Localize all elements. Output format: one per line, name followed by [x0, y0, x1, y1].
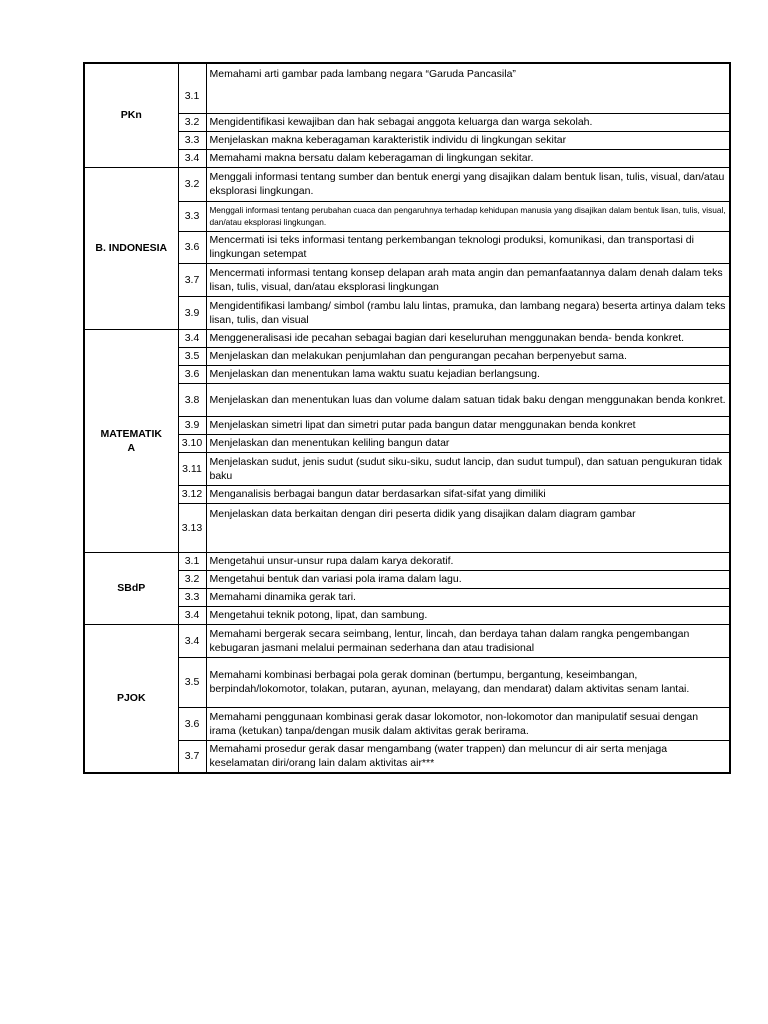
kd-description: Menjelaskan data berkaitan dengan diri peserta didik yang disajikan dalam diagram gambar	[206, 503, 730, 552]
kd-number: 3.2	[178, 570, 206, 588]
table-row	[84, 383, 730, 416]
table-row	[84, 606, 730, 624]
kd-description: Menjelaskan dan menentukan luas dan volume dalam satuan tidak baku dengan menggunakan benda konkret.	[206, 383, 730, 416]
table-row	[84, 167, 730, 201]
table-row	[84, 347, 730, 365]
kd-description: Menggali informasi tentang sumber dan bentuk energi yang disajikan dalam bentuk lisan, tulis, visual, dan/atau eksplorasi lingkungan.	[206, 167, 730, 201]
kd-description: Menganalisis berbagai bangun datar berdasarkan sifat-sifat yang dimiliki	[206, 485, 730, 503]
table-row	[84, 416, 730, 434]
table-row	[84, 149, 730, 167]
kd-description: Memahami arti gambar pada lambang negara “Garuda Pancasila”	[206, 63, 730, 113]
kd-number: 3.3	[178, 131, 206, 149]
kd-description: Mengidentifikasi kewajiban dan hak sebagai anggota keluarga dan warga sekolah.	[206, 113, 730, 131]
subject-cell	[84, 63, 178, 167]
table-row	[84, 707, 730, 740]
subject-cell	[84, 329, 178, 552]
kd-description: Memahami bergerak secara seimbang, lentur, lincah, dan berdaya tahan dalam rangka pengembangan kebugaran jasmani melalui permainan sederhana dan atau tradisional	[206, 624, 730, 657]
kd-number: 3.8	[178, 383, 206, 416]
kd-description: Memahami prosedur gerak dasar mengambang (water trappen) dan meluncur di air serta menjaga keselamatan diri/orang lain dalam aktivitas air***	[206, 740, 730, 773]
table-row	[84, 263, 730, 296]
table-row	[84, 657, 730, 707]
table-row	[84, 329, 730, 347]
subject-cell	[84, 167, 178, 329]
kd-number: 3.13	[178, 503, 206, 552]
kd-description: Memahami kombinasi berbagai pola gerak dominan (bertumpu, bergantung, keseimbangan, berpindah/lokomotor, tolakan, putaran, ayunan, melayang, dan mendarat) dalam aktivitas senam lantai.	[206, 657, 730, 707]
subject-cell	[84, 552, 178, 624]
kd-number: 3.6	[178, 365, 206, 383]
subject-name-line-2: A	[127, 441, 136, 454]
table-row	[84, 63, 730, 113]
kd-description: Mengetahui unsur-unsur rupa dalam karya dekoratif.	[206, 552, 730, 570]
kd-description: Mengidentifikasi lambang/ simbol (rambu lalu lintas, pramuka, dan lambang negara) beserta artinya dalam teks lisan, tulis, dan visual	[206, 296, 730, 329]
kd-description: Menjelaskan makna keberagaman karakteristik individu di lingkungan sekitar	[206, 131, 730, 149]
kd-number: 3.7	[178, 740, 206, 773]
kd-description: Memahami makna bersatu dalam keberagaman di lingkungan sekitar.	[206, 149, 730, 167]
table-row	[84, 503, 730, 552]
subject-name: B. INDONESIA	[95, 242, 168, 254]
kd-number: 3.5	[178, 657, 206, 707]
kd-description: Mencermati isi teks informasi tentang perkembangan teknologi produksi, komunikasi, dan transportasi di lingkungan setempat	[206, 231, 730, 263]
kd-number: 3.2	[178, 113, 206, 131]
kd-description: Menjelaskan simetri lipat dan simetri putar pada bangun datar menggunakan benda konkret	[206, 416, 730, 434]
table-row	[84, 452, 730, 485]
kd-description: Menggeneralisasi ide pecahan sebagai bagian dari keseluruhan menggunakan benda- benda konkret.	[206, 329, 730, 347]
table-row	[84, 365, 730, 383]
kd-description: Memahami penggunaan kombinasi gerak dasar lokomotor, non-lokomotor dan manipulatif sesuai dengan irama (ketukan) tanpa/dengan musik dalam aktivitas gerak berirama.	[206, 707, 730, 740]
kd-description: Menjelaskan dan menentukan keliling bangun datar	[206, 434, 730, 452]
table-row	[84, 231, 730, 263]
table-row	[84, 570, 730, 588]
kd-description: Memahami dinamika gerak tari.	[206, 588, 730, 606]
table-row	[84, 624, 730, 657]
table-row	[84, 740, 730, 773]
kd-number: 3.4	[178, 624, 206, 657]
kd-number: 3.10	[178, 434, 206, 452]
kd-description: Mengetahui bentuk dan variasi pola irama dalam lagu.	[206, 570, 730, 588]
subject-name-line-1: MATEMATIK	[100, 427, 162, 440]
kd-number: 3.6	[178, 231, 206, 263]
kd-number: 3.9	[178, 296, 206, 329]
kd-number: 3.1	[178, 552, 206, 570]
table-row	[84, 485, 730, 503]
kd-number: 3.2	[178, 167, 206, 201]
kd-number: 3.3	[178, 201, 206, 231]
kd-number: 3.6	[178, 707, 206, 740]
kd-number: 3.4	[178, 149, 206, 167]
kd-description: Mengetahui teknik potong, lipat, dan sambung.	[206, 606, 730, 624]
kd-number: 3.5	[178, 347, 206, 365]
subject-name: SBdP	[117, 582, 146, 594]
kd-number: 3.4	[178, 329, 206, 347]
kd-number: 3.9	[178, 416, 206, 434]
table-row	[84, 434, 730, 452]
subject-name: PKn	[120, 109, 142, 122]
kd-number: 3.1	[178, 63, 206, 113]
kd-number: 3.7	[178, 263, 206, 296]
table-row	[84, 552, 730, 570]
kd-description: Menjelaskan dan melakukan penjumlahan dan pengurangan pecahan berpenyebut sama.	[206, 347, 730, 365]
kd-description: Menggali informasi tentang perubahan cuaca dan pengaruhnya terhadap kehidupan manusia yang disajikan dalam bentuk lisan, tulis, visual, dan/atau eksplorasi lingkungan.	[206, 201, 730, 231]
table-row	[84, 588, 730, 606]
kd-number: 3.11	[178, 452, 206, 485]
table-row	[84, 113, 730, 131]
subject-name: PJOK	[116, 692, 146, 705]
kd-description: Menjelaskan sudut, jenis sudut (sudut siku-siku, sudut lancip, dan sudut tumpul), dan satuan pengukuran tidak baku	[206, 452, 730, 485]
kd-description: Mencermati informasi tentang konsep delapan arah mata angin dan pemanfaatannya dalam denah dalam teks lisan, tulis, visual, dan/atau eksplorasi lingkungan	[206, 263, 730, 296]
kd-number: 3.4	[178, 606, 206, 624]
subject-cell	[84, 624, 178, 773]
table-row	[84, 131, 730, 149]
kd-description: Menjelaskan dan menentukan lama waktu suatu kejadian berlangsung.	[206, 365, 730, 383]
table-row	[84, 201, 730, 231]
competency-table	[83, 62, 731, 774]
table-row	[84, 296, 730, 329]
kd-number: 3.3	[178, 588, 206, 606]
kd-number: 3.12	[178, 485, 206, 503]
